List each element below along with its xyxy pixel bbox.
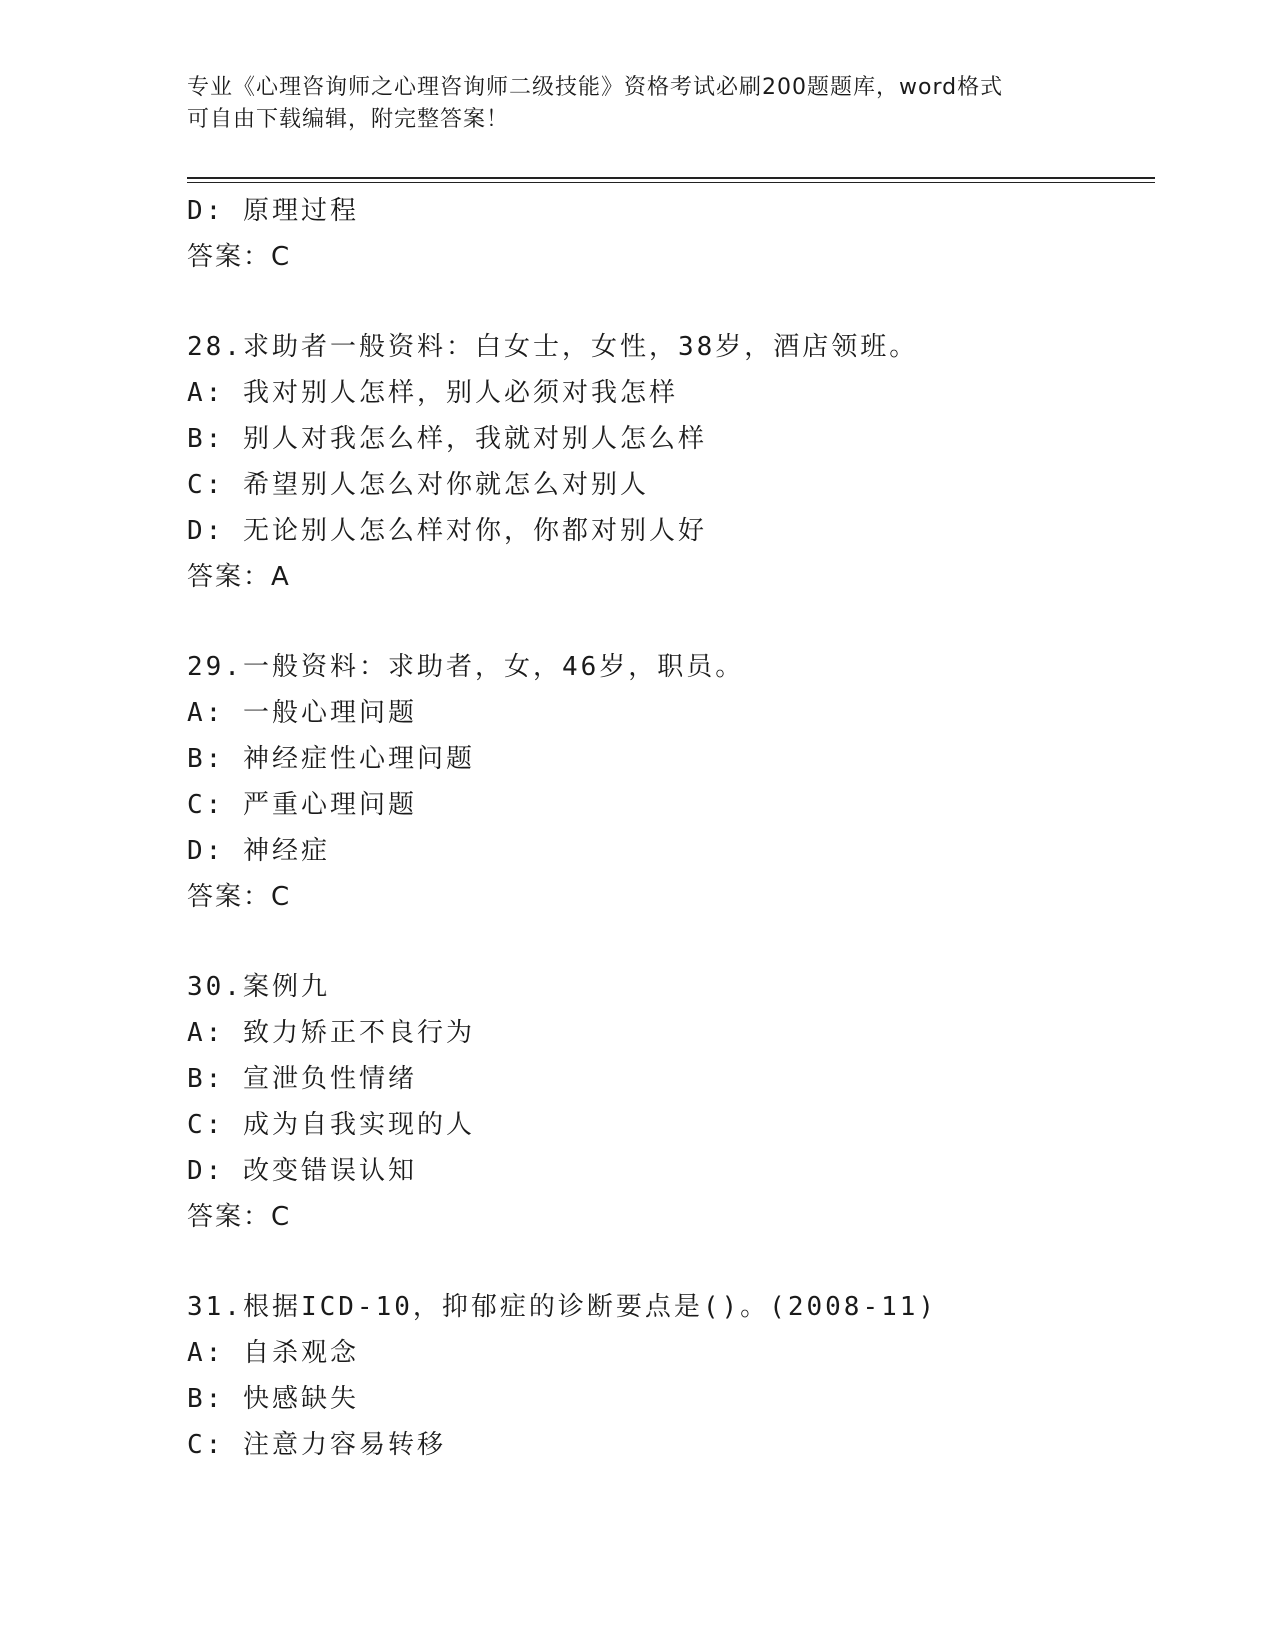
option-a: A: 致力矫正不良行为 bbox=[187, 1018, 475, 1048]
header-line-1: 专业《心理咨询师之心理咨询师二级技能》资格考试必刷200题题库，word格式 bbox=[187, 75, 1004, 100]
prev-answer: 答案：C bbox=[187, 242, 292, 272]
option-d: D: 无论别人怎么样对你，你都对别人好 bbox=[187, 516, 707, 546]
question-stem: 31.根据ICD-10，抑郁症的诊断要点是()。(2008-11) bbox=[187, 1292, 938, 1322]
option-c: C: 希望别人怎么对你就怎么对别人 bbox=[187, 470, 649, 500]
header-divider-thin bbox=[187, 182, 1155, 183]
header-divider-thick bbox=[187, 177, 1155, 179]
question-stem: 29.一般资料：求助者，女，46岁，职员。 bbox=[187, 652, 745, 682]
answer: 答案：C bbox=[187, 1202, 292, 1232]
answer: 答案：C bbox=[187, 882, 292, 912]
question-28 bbox=[187, 324, 1147, 600]
header-line-2: 可自由下载编辑，附完整答案！ bbox=[187, 107, 510, 132]
option-a: A: 一般心理问题 bbox=[187, 698, 417, 728]
document-header bbox=[187, 72, 1067, 136]
option-b: B: 别人对我怎么样，我就对别人怎么样 bbox=[187, 424, 707, 454]
question-31 bbox=[187, 1284, 1147, 1468]
question-29 bbox=[187, 644, 1147, 920]
option-d: D: 改变错误认知 bbox=[187, 1156, 417, 1186]
option-c: C: 注意力容易转移 bbox=[187, 1430, 446, 1460]
question-30 bbox=[187, 964, 1147, 1240]
option-b: B: 宣泄负性情绪 bbox=[187, 1064, 417, 1094]
question-list bbox=[187, 188, 1147, 1468]
prev-option-d: D: 原理过程 bbox=[187, 196, 359, 226]
question-stem: 30.案例九 bbox=[187, 972, 330, 1002]
option-b: B: 神经症性心理问题 bbox=[187, 744, 475, 774]
question-stem: 28.求助者一般资料：白女士，女性，38岁，酒店领班。 bbox=[187, 332, 919, 362]
option-c: C: 严重心理问题 bbox=[187, 790, 417, 820]
option-b: B: 快感缺失 bbox=[187, 1384, 359, 1414]
option-c: C: 成为自我实现的人 bbox=[187, 1110, 475, 1140]
option-a: A: 自杀观念 bbox=[187, 1338, 359, 1368]
answer: 答案：A bbox=[187, 562, 291, 592]
option-d: D: 神经症 bbox=[187, 836, 330, 866]
option-a: A: 我对别人怎样，别人必须对我怎样 bbox=[187, 378, 678, 408]
